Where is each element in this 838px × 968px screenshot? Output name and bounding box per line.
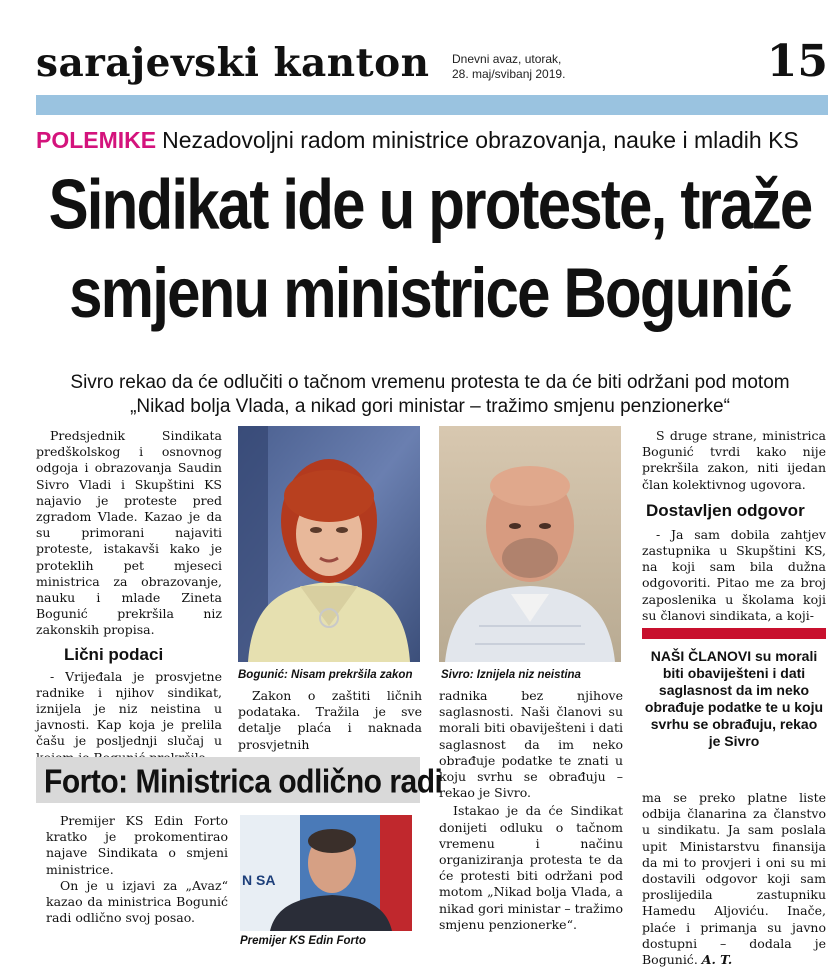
col4-paragraph-1: S druge strane, ministrica Bogunić tvrdi kako nije prekršila zakon, niti ijedan član kolektivnog ugovora. — [642, 428, 826, 492]
forto-portrait — [240, 815, 412, 931]
bogunic-photo — [238, 426, 420, 662]
headline-line-2: smjenu ministrice Bogunić — [69, 253, 791, 333]
sidebar-paragraph-1: Premijer KS Edin Forto kratko je prokomentirao najave Sindikata o smjeni ministrice. — [46, 813, 228, 877]
col1-paragraph-1: Predsjednik Sindikata predškolskog i osnovnog odgoja i obrazovanja Saudin Sivro Vladi i Skupštini KS najavio je proteste pred zgradom Vlade. Kazao je da su primorani najaviti proteste, istakavši kako je proteklih pet mjeseci ministrica za obrazovanje, nauku i mlade Zineta Bogunić prekršila niz zakonskih propisa. — [36, 428, 222, 638]
deck — [40, 371, 820, 419]
forto-photo-caption: Premijer KS Edin Forto — [240, 935, 366, 947]
byline: A. T. — [701, 952, 733, 968]
col4-paragraph-3 — [642, 790, 826, 968]
subhead-dostavljen-odgovor: Dostavljen odgovor — [646, 500, 805, 520]
sivro-portrait — [439, 426, 621, 662]
sivro-photo-caption: Sivro: Iznijela niz neistina — [441, 669, 581, 681]
col3-paragraph-2: Istakao je da će Sindikat donijeti odluku o tačnom vremenu i načinu organiziranja protesta te da će protesti biti održani pod motom „Nikad bolja Vlada, a nikad gori ministar – tražimo smjenu penzionerke“. — [439, 803, 623, 932]
column-4-top — [642, 428, 826, 624]
column-1 — [36, 428, 222, 766]
kicker-tag: POLEMIKE — [36, 127, 157, 153]
page-number: 15 — [766, 36, 828, 87]
header-color-bar — [36, 95, 828, 115]
col4-paragraph-2: - Ja sam dobila zahtjev zastupnika u Skupštini KS, na koji sam bila dužna odgovoriti. Pitao me za broj zaposlenika u školama koji su članovi sindikata, a koji- — [642, 526, 826, 623]
forto-photo-background-text: N SA — [242, 872, 276, 888]
forto-photo — [240, 815, 412, 931]
col3-paragraph-1: radnika bez njihove saglasnosti. Naši članovi su morali biti obaviješteni i dati saglasnost da im neko obrađuje podatke te znati u koju svrhu se obrađuju – rekao je Sivro. — [439, 688, 623, 801]
kicker-text: Nezadovoljni radom ministrice obrazovanja, nauke i mladih KS — [162, 127, 799, 153]
sivro-photo — [439, 426, 621, 662]
column-4-bottom — [642, 790, 826, 968]
pullquote: NAŠI ČLANOVI su morali biti obaviješteni i dati saglasnost da im neko obrađuje podatke te u koju svrhu se obrađuju, rekao je Sivro — [644, 648, 824, 749]
column-3 — [439, 688, 623, 933]
bogunic-photo-caption: Bogunić: Nisam prekršila zakon — [238, 669, 413, 681]
deck-line-2: „Nikad bolja Vlada, a nikad gori ministar – tražimo smjenu penzionerke“ — [130, 396, 730, 417]
sidebar-text — [46, 813, 228, 926]
col2-paragraph-1: Zakon o zaštiti ličnih podataka. Tražila je sve detalje plaća i naknada prosvjetnih — [238, 688, 422, 752]
pullquote-divider — [642, 628, 826, 639]
publication-info — [452, 52, 565, 82]
kicker — [36, 125, 799, 155]
column-2 — [238, 688, 422, 753]
subhead-licni-podaci: Lični podaci — [64, 644, 164, 664]
sidebar-paragraph-2: On je u izjavi za „Avaz“ kazao da ministrica Bogunić radi odlično svoj posao. — [46, 877, 228, 926]
sidebar-title: Forto: Ministrica odlično radi — [44, 763, 443, 801]
bogunic-portrait — [238, 426, 420, 662]
headline-line-1: Sindikat ide u proteste, traže — [48, 164, 812, 244]
col4-paragraph-3-text: ma se preko platne liste odbija članarina za članstvo u sindikatu. Ja sam poslala upit Ministarstvu finansija da mi to provjeri i oni su mi dostavili odgovor koji sam proslijedila zastupniku Hamedu Aljoviću. Inače, plaće i primanja su javno dostupni – dodala je Bogunić. — [642, 790, 826, 968]
section-title: sarajevski kanton — [36, 40, 430, 86]
publication-line-1: Dnevni avaz, utorak, — [452, 52, 562, 66]
publication-line-2: 28. maj/svibanj 2019. — [452, 67, 566, 81]
deck-line-1: Sivro rekao da će odlučiti o tačnom vremenu protesta te da će biti održani pod motom — [70, 372, 790, 393]
headline — [30, 160, 830, 337]
col1-paragraph-2: - Vrijeđala je prosvjetne radnike i njihov sindikat, iznijela je niz neistina u javnosti. Kap koja je prelila čašu je posljednji slučaj u — [36, 668, 222, 749]
